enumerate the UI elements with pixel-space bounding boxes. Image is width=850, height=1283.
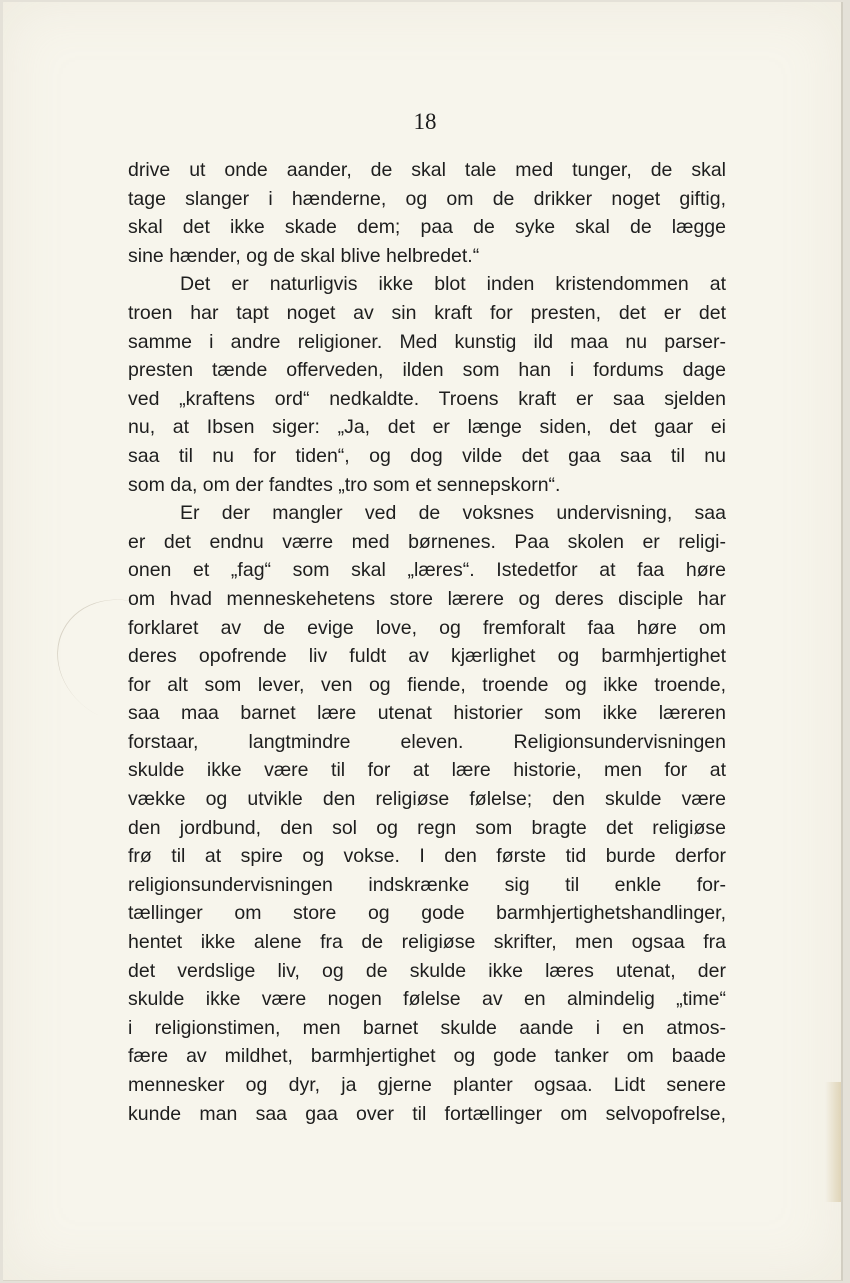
text-line: det verdslige liv, og de skulde ikke læres utenat, der [128, 959, 726, 982]
text-line: tage slanger i hænderne, og om de drikker noget giftig, [128, 187, 726, 210]
text-line: mennesker og dyr, ja gjerne planter ogsaa. Lidt senere [128, 1074, 726, 1096]
page-edge-stain [825, 1082, 841, 1202]
text-line: religionsundervisningen indskrænke sig til enkle for- [128, 873, 726, 896]
text-line: Er der mangler ved de voksnes undervisning, saa [180, 502, 726, 525]
text-line: hentet ikke alene fra de religiøse skrifter, men ogsaa fra [128, 931, 726, 954]
text-line: skulde ikke være nogen følelse av en almindelig „time“ [128, 988, 726, 1011]
text-line: Det er naturligvis ikke blot inden kristendommen at [180, 273, 726, 296]
text-line: onen et „fag“ som skal „læres“. Istedetfor at faa høre [128, 559, 726, 582]
text-line: deres opofrende liv fuldt av kjærlighet og barmhjertighet [128, 645, 726, 668]
body-text [128, 156, 726, 1128]
text-line: fære av mildhet, barmhjertighet og gode tanker om baade [128, 1045, 726, 1068]
text-line: ved „kraftens ord“ nedkaldte. Troens kraft er saa sjelden [128, 387, 726, 410]
text-line: som da, om der fandtes „tro som et sennepskorn“. [128, 473, 561, 496]
text-line: er det endnu værre med børnenes. Paa skolen er religi- [128, 530, 726, 553]
text-line: vække og utvikle den religiøse følelse; den skulde være [128, 788, 726, 811]
text-line: i religionstimen, men barnet skulde aande i en atmos- [128, 1016, 726, 1039]
text-line: forklaret av de evige love, og fremforalt faa høre om [128, 616, 726, 639]
text-line: saa til nu for tiden“, og dog vilde det gaa saa til nu [128, 444, 726, 467]
text-line: presten tænde offerveden, ilden som han i fordums dage [128, 359, 726, 382]
text-line: skal det ikke skade dem; paa de syke skal de lægge [128, 216, 726, 239]
text-line: troen har tapt noget av sin kraft for presten, det er det [128, 301, 726, 324]
text-line: saa maa barnet lære utenat historier som ikke læreren [128, 702, 726, 725]
page-number: 18 [413, 109, 437, 134]
text-line: sine hænder, og de skal blive helbredet.“ [128, 244, 480, 267]
text-line: tællinger om store og gode barmhjertighetshandlinger, [128, 902, 726, 925]
text-line: drive ut onde aander, de skal tale med tunger, de skal [128, 159, 726, 181]
text-line: for alt som lever, ven og fiende, troende og ikke troende, [128, 673, 726, 696]
text-line: om hvad menneskehetens store lærere og deres disciple har [128, 587, 726, 610]
text-line: den jordbund, den sol og regn som bragte det religiøse [128, 816, 726, 839]
text-line: kunde man saa gaa over til fortællinger om selvopofrelse, [128, 1102, 726, 1125]
text-line: frø til at spire og vokse. I den første tid burde derfor [128, 845, 726, 868]
text-line: samme i andre religioner. Med kunstig ild maa nu parser- [128, 330, 726, 353]
text-line: nu, at Ibsen siger: „Ja, det er længe siden, det gaar ei [128, 416, 726, 439]
text-line: skulde ikke være til for at lære historie, men for at [128, 759, 726, 782]
text-line: forstaar, langtmindre eleven. Religionsundervisningen [128, 730, 726, 753]
